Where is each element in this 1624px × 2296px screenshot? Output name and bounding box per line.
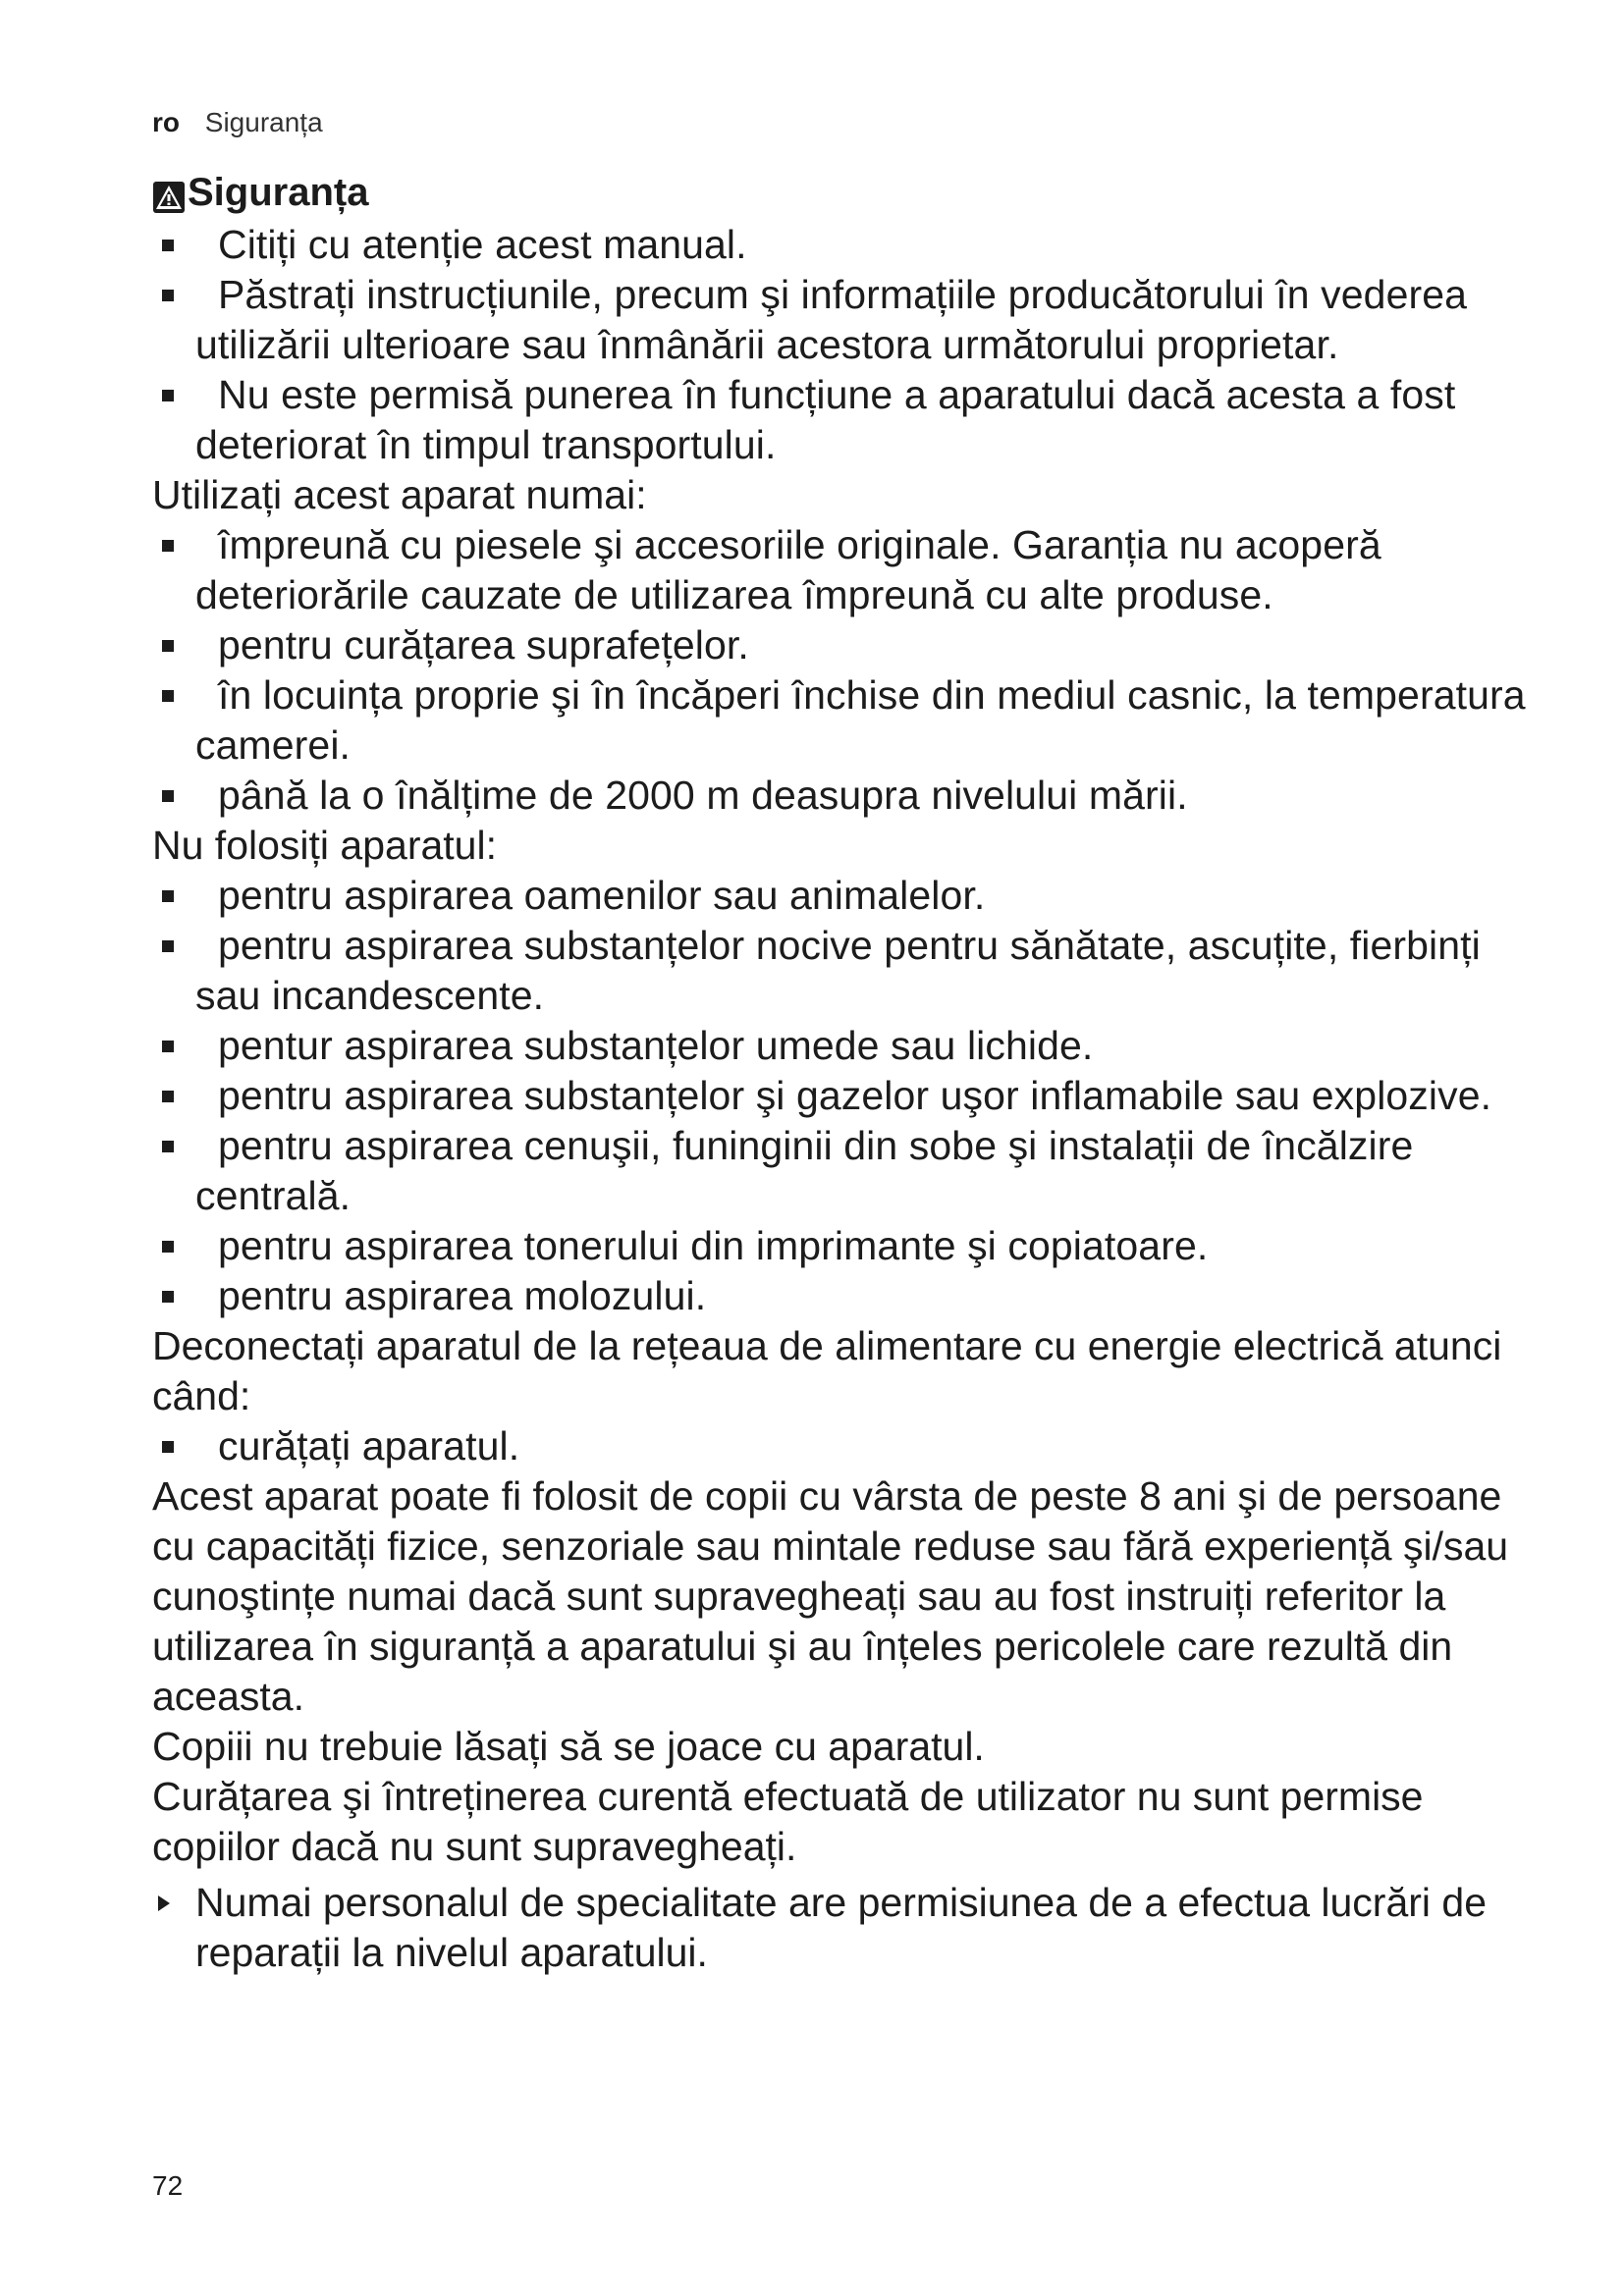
list-item: pentru aspirarea substanțelor nocive pentru sănătate, ascuțite, fierbinți sau incandescente. bbox=[195, 923, 1481, 1018]
running-header-section: Siguranța bbox=[204, 107, 323, 137]
list-item: Nu este permisă punerea în funcțiune a aparatului dacă acesta a fost deteriorat în timpul transportului. bbox=[195, 372, 1456, 467]
language-code: ro bbox=[152, 107, 180, 137]
children-cleaning-paragraph: Curățarea şi întreținerea curentă efectuată de utilizator nu sunt permise copiilor dacă nu sunt supravegheați. bbox=[152, 1774, 1424, 1869]
list-item: până la o înălțime de 2000 m deasupra nivelului mării. bbox=[217, 773, 1188, 818]
list-item: împreună cu piesele şi accesoriile originale. Garanția nu acoperă deteriorările cauzate de utilizarea împreună cu alte produse. bbox=[195, 522, 1381, 617]
list-item: curățați aparatul. bbox=[217, 1423, 520, 1468]
page-content bbox=[152, 167, 1537, 1978]
page-title bbox=[152, 167, 1537, 218]
list-item: pentru aspirarea substanțelor şi gazelor uşor inflamabile sau explozive. bbox=[217, 1073, 1492, 1118]
children-play-paragraph: Copiii nu trebuie lăsați să se joace cu aparatul. bbox=[152, 1724, 985, 1769]
intro-list bbox=[152, 220, 1537, 470]
list-item: pentru aspirarea tonerului din imprimante şi copiatoare. bbox=[217, 1223, 1209, 1268]
running-header bbox=[152, 106, 323, 139]
warning-triangle-icon bbox=[152, 176, 186, 209]
dont-heading: Nu folosiți aparatul: bbox=[152, 823, 497, 868]
dont-list bbox=[152, 871, 1537, 1321]
page-number: 72 bbox=[152, 2170, 184, 2201]
arrow-right-icon bbox=[158, 1896, 170, 1911]
disconnect-heading: Deconectați aparatul de la rețeaua de alimentare cu energie electrică atunci când: bbox=[152, 1323, 1502, 1418]
action-step-text: Numai personalul de specialitate are permisiunea de a efectua lucrări de reparații la nivelul aparatului. bbox=[195, 1880, 1488, 1975]
use-heading: Utilizați acest aparat numai: bbox=[152, 472, 647, 517]
disconnect-list bbox=[152, 1421, 1537, 1471]
list-item: pentru aspirarea oamenilor sau animalelor. bbox=[217, 873, 986, 918]
list-item: în locuința proprie şi în încăperi închise din mediul casnic, la temperatura camerei. bbox=[195, 672, 1526, 768]
use-list bbox=[152, 520, 1537, 821]
list-item: Păstrați instrucțiunile, precum şi informațiile producătorului în vederea utilizării ulterioare sau înmânării acestora următorului proprietar. bbox=[195, 272, 1468, 367]
action-step bbox=[152, 1878, 1537, 1978]
list-item: pentru aspirarea cenuşii, funinginii din sobe şi instalații de încălzire centrală. bbox=[195, 1123, 1414, 1218]
children-paragraph: Acest aparat poate fi folosit de copii cu vârsta de peste 8 ani şi de persoane cu capacități fizice, senzoriale sau mintale reduse sau fără experiență şi/sau cunoştințe numai dacă sunt supravegheați sau au fost instruiți referitor la utilizarea în siguranță a aparatului şi au înțeles pericolele care rezultă din aceasta. bbox=[152, 1473, 1509, 1719]
list-item: pentru aspirarea molozului. bbox=[217, 1273, 707, 1318]
list-item: pentru curățarea suprafețelor. bbox=[217, 622, 749, 667]
list-item: Citiți cu atenție acest manual. bbox=[217, 222, 747, 267]
list-item: pentur aspirarea substanțelor umede sau lichide. bbox=[217, 1023, 1094, 1068]
page-title-text: Siguranța bbox=[188, 171, 369, 214]
